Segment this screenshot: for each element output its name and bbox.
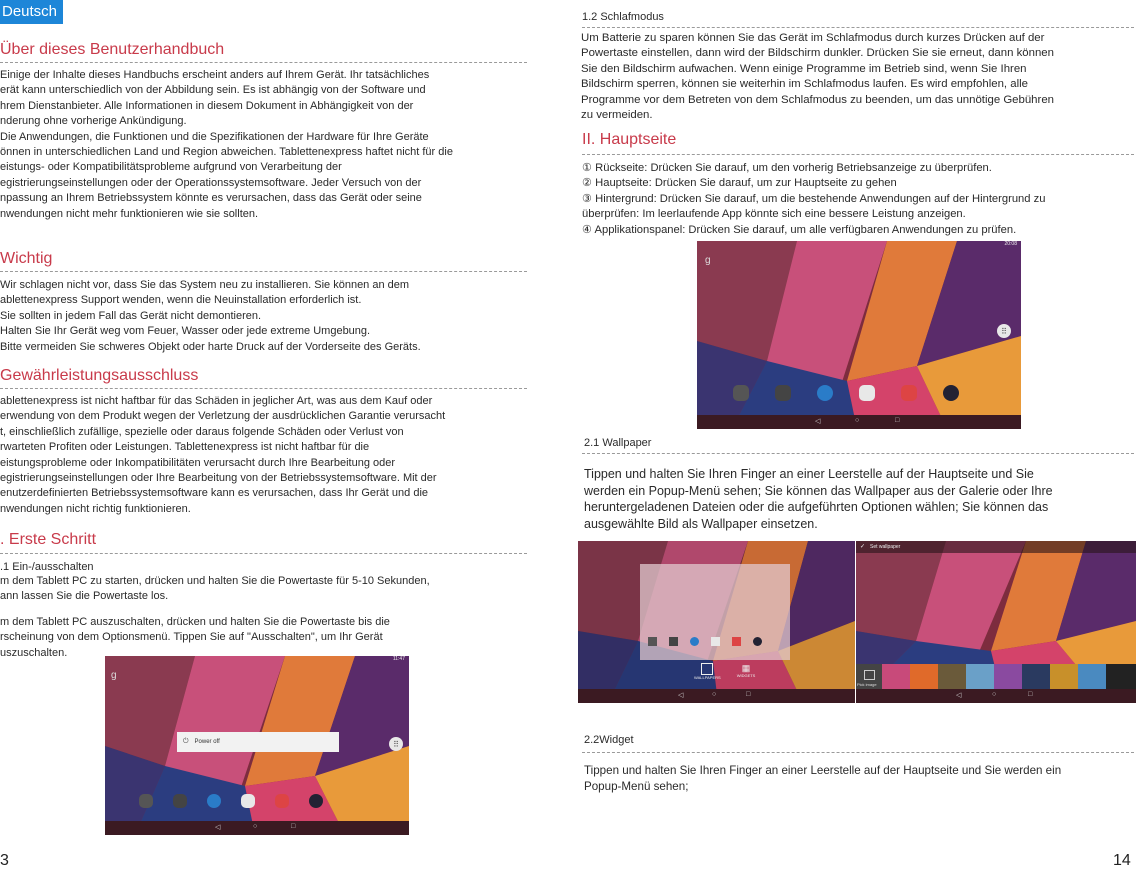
recents-icon[interactable]: □ — [895, 417, 900, 424]
text-line: Powertaste einstellen, dann wird der Bildschirm dunkler. Drücken Sie sie erneut, dann können — [581, 47, 1054, 60]
text-line: rscheinung von dem Optionsmenü. Tippen Sie auf "Ausschalten", um Ihr Gerät — [0, 631, 383, 644]
text-line: ablettenexpress Support wenden, wenn die Neuinstallation erforderlich ist. — [0, 294, 362, 307]
wallpapers-label: WALLPAPERS — [694, 675, 721, 680]
power-off-screenshot — [105, 656, 409, 835]
camera-icon[interactable] — [173, 794, 187, 808]
page-number: 3 — [0, 852, 9, 869]
text-line: egistrierungseinstellungen oder Ihre Bearbeitung von der Betriebssystemsoftware. Mit der — [0, 472, 437, 485]
text-line: nwendungen nicht mehr funktionieren wie sie sollten. — [0, 207, 259, 220]
left-page — [0, 0, 530, 871]
wallpaper-thumbnail[interactable] — [994, 664, 1022, 690]
text-line: ann lassen Sie die Powertaste los. — [0, 590, 169, 603]
subsection-title-sleep: 1.2 Schlafmodus — [582, 11, 664, 23]
text-line: t, einschließlich zufällige, spezielle oder daraus folgende Schäden oder Verlust von — [0, 425, 404, 438]
camera-icon — [669, 637, 678, 646]
text-line: npassung an Ihrem Betriebssystem könnte es verursachen, dass das Gerät oder seine — [0, 192, 422, 205]
gallery-icon[interactable] — [275, 794, 289, 808]
home-screen-screenshot — [697, 241, 1021, 429]
gallery-icon — [732, 637, 741, 646]
text-line: heruntergeladenen Dateien oder die aufgeführten Optionen wählen; Sie können das — [584, 500, 1049, 514]
text-line: Sie den Bildschirm aufwachen. Wenn einige Programme im Betrieb sind, wenn Sie Ihren — [581, 62, 1027, 75]
browser-icon[interactable] — [207, 794, 221, 808]
text-line: ④ Applikationspanel: Drücken Sie darauf, um alle verfügbaren Anwendungen zu prüfen. — [582, 223, 1017, 236]
section-body-warranty — [0, 394, 445, 517]
power-off-label: Power off — [194, 739, 220, 745]
wallpaper-thumbnail[interactable] — [882, 664, 910, 690]
power-off-popup[interactable] — [177, 732, 339, 752]
home-options-menu — [694, 663, 755, 680]
section-title-warranty: Gewährleistungsausschluss — [0, 367, 199, 384]
text-line: Die Anwendungen, die Funktionen und die Spezifikationen der Hardware für Ihre Geräte — [0, 130, 429, 143]
widgets-icon: ▦ — [741, 663, 751, 673]
text-line: hrem Dienstanbieter. Alle Informationen in diesem Dokument in Abhängigkeit von der — [0, 99, 414, 112]
wallpaper-thumbnail[interactable] — [1022, 664, 1050, 690]
back-icon[interactable]: ◁ — [678, 692, 684, 699]
wallpaper-text — [584, 466, 1053, 532]
divider — [0, 62, 527, 63]
app-dock — [733, 385, 959, 401]
home-icon[interactable]: ○ — [992, 691, 997, 698]
app-drawer-icon[interactable]: ⠿ — [389, 737, 403, 751]
sleep-mode-text — [581, 31, 1054, 123]
section-body-about — [0, 68, 453, 222]
language-tag: Deutsch — [0, 0, 63, 24]
divider — [0, 271, 527, 272]
text-line: Sie sollten in jedem Fall das Gerät nicht demontieren. — [0, 309, 262, 322]
text-line: m dem Tablett PC auszuschalten, drücken und halten Sie die Powertaste bis die — [0, 616, 390, 628]
wallpaper-menu-screenshot — [578, 541, 855, 703]
section-title-important: Wichtig — [0, 250, 53, 267]
back-icon[interactable]: ◁ — [215, 824, 221, 831]
wallpaper-thumbnail[interactable] — [1078, 664, 1106, 690]
text-line: Einige der Inhalte dieses Handbuchs erscheint anders auf Ihrem Gerät. Ihr tatsächliches — [0, 69, 430, 81]
divider — [582, 154, 1134, 155]
section-title-home: II. Hauptseite — [582, 131, 677, 148]
camera-icon — [648, 637, 657, 646]
camera-icon[interactable] — [139, 794, 153, 808]
text-line: Wir schlagen nicht vor, dass Sie das System neu zu installieren. Sie können an dem — [0, 279, 410, 291]
status-bar: 20:08 — [1004, 241, 1017, 247]
back-icon[interactable]: ◁ — [956, 692, 962, 699]
set-wallpaper-bar[interactable] — [856, 541, 1136, 553]
text-line: eistungs- oder Kompatibilitätsprobleme aufgrund von Verarbeitung der — [0, 161, 342, 174]
play-store-icon[interactable] — [859, 385, 875, 401]
subsection-title-wallpaper: 2.1 Wallpaper — [584, 437, 652, 449]
divider — [582, 453, 1134, 454]
text-line: uszuschalten. — [0, 646, 68, 659]
wallpaper-thumbnail[interactable] — [966, 664, 994, 690]
text-line: önnen in unterschiedlichen Land und Region abweichen. Tablettenexpress haftet nicht für die — [0, 146, 453, 159]
text-line: zu vermeiden. — [581, 109, 653, 122]
section-title-first-steps: . Erste Schritt — [0, 531, 97, 548]
text-line: Programme vor dem Betreten von dem Schlafmodus zu beenden, um das unnötige Gebühren — [581, 93, 1054, 106]
home-icon[interactable]: ○ — [712, 691, 717, 698]
power-on-text — [0, 574, 430, 605]
camera-icon[interactable] — [775, 385, 791, 401]
text-line: ③ Hintergrund: Drücken Sie darauf, um die bestehende Anwendungen auf der Hintergrund zu — [582, 192, 1046, 205]
recents-icon[interactable]: □ — [746, 691, 751, 698]
text-line: eistungsprobleme oder Inkompatibilitäten verursacht durch Ihre Bearbeitung oder — [0, 456, 396, 469]
music-icon — [753, 637, 762, 646]
text-line: enutzerdefinierten Betriebssystemsoftware kann es verursachen, dass Ihr Gerät und die — [0, 487, 429, 500]
set-wallpaper-screenshot — [856, 541, 1136, 703]
google-icon: g — [705, 255, 711, 266]
text-line: ablettenexpress ist nicht haftbar für das Schäden in jeglicher Art, was aus dem Kauf oder — [0, 395, 433, 407]
home-page-text — [582, 161, 1045, 238]
play-store-icon[interactable] — [241, 794, 255, 808]
back-icon[interactable]: ◁ — [815, 418, 821, 425]
widgets-label: WIDGETS — [736, 673, 756, 678]
wallpapers-icon — [701, 663, 713, 675]
check-icon: ✓ — [860, 544, 866, 550]
text-line: Bildschirm sperren, können sie weiterhin im Schlafmodus laufen. Es wird empfohlen, alle — [581, 78, 1028, 91]
divider — [0, 553, 527, 554]
music-icon[interactable] — [943, 385, 959, 401]
wallpaper-thumbnail[interactable] — [938, 664, 966, 690]
navigation-bar — [105, 821, 409, 835]
wallpaper-thumbnail-strip — [856, 664, 1136, 690]
pick-image-label: Pick image — [857, 682, 877, 687]
set-wallpaper-label: Set wallpaper — [870, 544, 901, 550]
gallery-icon[interactable] — [901, 385, 917, 401]
wallpaper-thumbnail[interactable] — [910, 664, 938, 690]
text-line: nwendungen nicht richtig funktionieren. — [0, 502, 191, 515]
text-line: erät kann unterschiedlich von der Abbildung sein. Es ist abhängig von der Software und — [0, 84, 426, 97]
divider — [582, 27, 1134, 28]
section-title-about: Über dieses Benutzerhandbuch — [0, 41, 225, 58]
camera-icon[interactable] — [733, 385, 749, 401]
navigation-bar — [578, 689, 855, 703]
text-line: ② Hauptseite: Drücken Sie darauf, um zur Hauptseite zu gehen — [582, 177, 897, 190]
text-line: nderung ohne vorherige Ankündigung. — [0, 115, 187, 128]
status-bar: 11:47 — [392, 656, 405, 662]
home-icon[interactable]: ○ — [855, 417, 860, 424]
right-page — [578, 0, 1136, 871]
widgets-option[interactable] — [737, 663, 756, 680]
browser-icon[interactable] — [817, 385, 833, 401]
subsection-title-power: .1 Ein-/ausschalten — [0, 561, 94, 573]
app-dock — [139, 794, 323, 808]
google-icon: g — [111, 670, 117, 681]
wallpapers-option[interactable] — [694, 663, 721, 680]
browser-icon — [690, 637, 699, 646]
text-line: Halten Sie Ihr Gerät weg vom Feuer, Wasser oder jede extreme Umgebung. — [0, 325, 371, 338]
image-icon — [864, 670, 875, 680]
text-line: rwarteten Profiten oder Leistungen. Tablettenexpress ist nicht haftbar für die — [0, 441, 370, 454]
text-line: Bitte vermeiden Sie schweres Objekt oder harte Druck auf der Vorderseite des Geräts. — [0, 340, 421, 353]
text-line: Tippen und halten Sie Ihren Finger an einer Leerstelle auf der Hauptseite und Sie werden ein — [584, 764, 1062, 777]
divider — [582, 752, 1134, 753]
app-drawer-icon[interactable]: ⠿ — [997, 324, 1011, 338]
navigation-bar — [856, 689, 1136, 703]
text-line: ausgewählte Bild als Wallpaper einsetzen. — [584, 516, 818, 531]
section-body-important — [0, 278, 421, 355]
play-store-icon — [711, 637, 720, 646]
subsection-title-widget: 2.2Widget — [584, 734, 634, 746]
preview-dock — [648, 637, 762, 646]
widget-text — [584, 763, 1061, 795]
divider — [0, 388, 527, 389]
text-line: ① Rückseite: Drücken Sie darauf, um den vorherig Betriebsanzeige zu überprüfen. — [582, 162, 992, 174]
navigation-bar — [697, 415, 1021, 429]
page-number: 14 — [1113, 852, 1131, 869]
text-line: erwendung von dem Produkt wegen der Verletzung der ausdrücklichen Garantie verursacht — [0, 410, 446, 423]
text-line: überprüfen: Im leerlaufende App könnte sich eine bessere Leistung anzeigen. — [582, 208, 966, 221]
pick-image-tile[interactable] — [856, 664, 882, 690]
wallpaper-thumbnail[interactable] — [1050, 664, 1078, 690]
power-icon: ⏻ — [183, 738, 189, 745]
power-off-text — [0, 615, 390, 661]
text-line: Popup-Menü sehen; — [584, 780, 689, 793]
home-icon[interactable]: ○ — [253, 823, 258, 830]
text-line: Tippen und halten Sie Ihren Finger an einer Leerstelle auf der Hauptseite und Sie — [584, 467, 1034, 481]
text-line: Um Batterie zu sparen können Sie das Gerät im Schlafmodus durch kurzes Drücken auf der — [581, 32, 1045, 44]
text-line: m dem Tablett PC zu starten, drücken und halten Sie die Powertaste für 5-10 Sekunden, — [0, 575, 430, 587]
recents-icon[interactable]: □ — [1028, 691, 1033, 698]
text-line: egistrierungseinstellungen oder der Operationssystemsoftware. Jeder Versuch von der — [0, 176, 422, 189]
music-icon[interactable] — [309, 794, 323, 808]
recents-icon[interactable]: □ — [291, 823, 296, 830]
text-line: werden ein Popup-Menü sehen; Sie können das Wallpaper aus der Galerie oder Ihre — [584, 483, 1053, 498]
